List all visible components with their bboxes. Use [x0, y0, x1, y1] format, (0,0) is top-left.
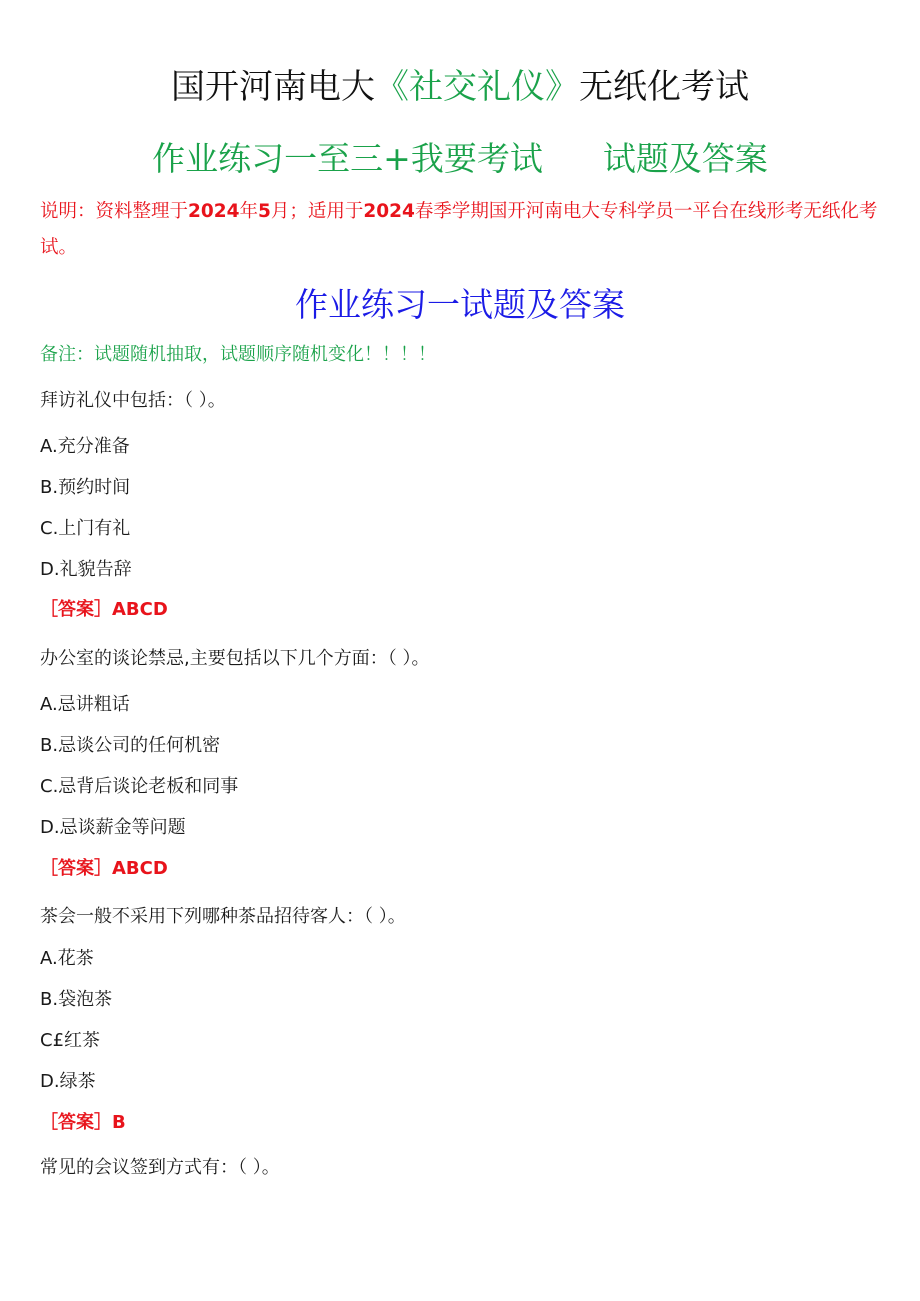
option-item: C.上门有礼 [40, 518, 131, 539]
section-remark: 备注：试题随机抽取，试题顺序随机变化！！！！ [40, 344, 436, 365]
description-note [40, 194, 880, 266]
note-text-1: 说明：资料整理于 [40, 201, 189, 222]
document-title [0, 62, 920, 112]
question-text: 常见的会议签到方式有：（ ）。 [40, 1157, 280, 1178]
option-item: C£红茶 [40, 1030, 101, 1051]
title-suffix: 无纸化考试 [579, 67, 749, 107]
option-item: B.预约时间 [40, 477, 131, 498]
question-text: 茶会一般不采用下列哪种茶品招待客人：（ ）。 [40, 906, 406, 927]
option-item: D.绿茶 [40, 1071, 96, 1092]
option-item: A.花茶 [40, 948, 94, 969]
option-item: A.忌讲粗话 [40, 694, 130, 715]
note-text-3: 月；适用于 [270, 201, 364, 222]
document-subtitle [0, 134, 920, 184]
title-prefix: 国开河南电大 [171, 67, 375, 107]
note-text-2: 年 [239, 201, 259, 222]
option-item: C.忌背后谈论老板和同事 [40, 776, 239, 797]
option-item: B.忌谈公司的任何机密 [40, 735, 221, 756]
option-item: A.充分准备 [40, 436, 130, 457]
question-text: 办公室的谈论禁忌,主要包括以下几个方面：（ ）。 [40, 648, 430, 669]
option-item: D.忌谈薪金等问题 [40, 817, 186, 838]
note-year-1: 2024 [188, 201, 240, 222]
option-item: D.礼貌告辞 [40, 559, 132, 580]
title-book-name: 《社交礼仪》 [375, 67, 579, 107]
section-title: 作业练习一试题及答案 [295, 285, 625, 324]
subtitle-right: 试题及答案 [602, 139, 768, 178]
question-text: 拜访礼仪中包括：（ ）。 [40, 390, 226, 411]
answer-label: ［答案］B [40, 1112, 126, 1133]
note-year-2: 2024 [363, 201, 415, 222]
subtitle-left: 作业练习一至三+我要考试 [152, 139, 543, 178]
answer-label: ［答案］ABCD [40, 858, 168, 879]
note-text-4: 春季学期国开河南电大专科学员一平台在线形考无纸化考试。 [40, 201, 878, 258]
option-item: B.袋泡茶 [40, 989, 113, 1010]
answer-label: ［答案］ABCD [40, 599, 168, 620]
note-month: 5 [258, 201, 271, 222]
